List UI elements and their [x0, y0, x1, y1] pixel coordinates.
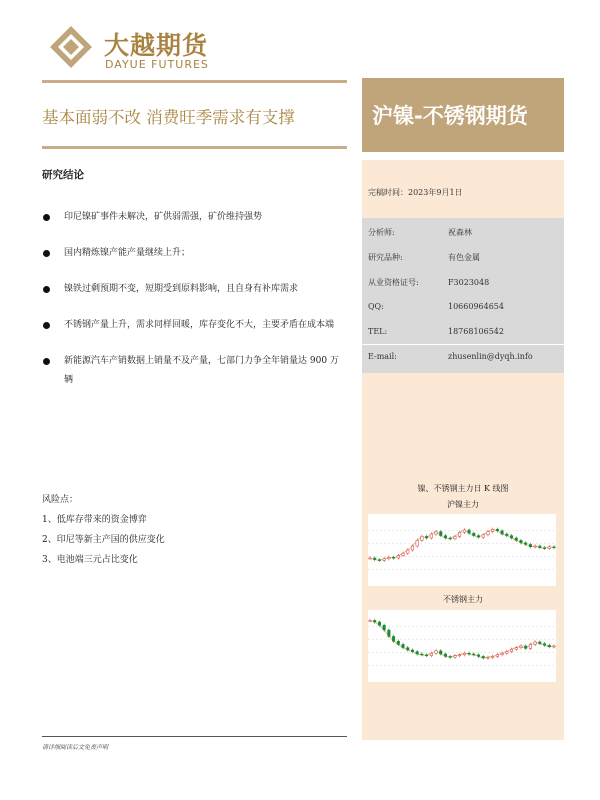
disclaimer-note: 请详细阅读后文免责声明: [42, 744, 109, 751]
chart-title: 不锈钢主力: [443, 595, 483, 604]
risk-item: 1、低库存带来的资金博弈: [42, 515, 147, 525]
candle-point: [529, 644, 532, 648]
info-row: E-mail: zhusenlin@dyqh.info: [368, 352, 533, 361]
bullet-icon: [43, 250, 50, 257]
header-rule-bottom: [42, 146, 347, 149]
candle-point: [553, 646, 556, 647]
candle-point: [454, 656, 457, 658]
chart-title: 沪镍主力: [447, 500, 479, 509]
company-logo: [48, 20, 218, 76]
candle-point: [463, 653, 466, 655]
info-row: 分析师: 祝森林: [368, 228, 472, 237]
candle-point: [491, 656, 494, 657]
charts-caption: 镍、不锈钢主力日 K 线图: [417, 484, 509, 493]
list-item: 不锈钢产量上升，需求同样回暖，库存变化不大，主要矛盾在成本端: [42, 316, 347, 335]
candle-point: [477, 536, 480, 538]
list-item: 镍铁过剩预期不变，短期受到原料影响，且自身有补库需求: [42, 280, 347, 299]
candle-point: [392, 557, 395, 558]
candle-point: [416, 652, 419, 654]
candle-point: [373, 620, 376, 622]
candle-point: [421, 654, 424, 655]
candle-point: [454, 536, 457, 538]
candle-point: [473, 654, 476, 655]
candle-point: [449, 656, 452, 657]
risk-item: 3、电池端三元占比变化: [42, 555, 138, 565]
candle-point: [520, 540, 523, 542]
candle-point: [468, 530, 471, 533]
candle-point: [539, 642, 542, 644]
candle-point: [539, 546, 542, 548]
info-divider: [362, 344, 564, 345]
candle-point: [524, 646, 527, 648]
candle-point: [506, 652, 509, 654]
candle-point: [477, 655, 480, 657]
candle-point: [411, 650, 414, 652]
candle-point: [378, 622, 381, 625]
report-headline: 基本面弱不改 消费旺季需求有支撑: [42, 108, 295, 127]
logo-text-cn: 大越期货: [104, 31, 209, 60]
stainless-kline-chart: [368, 610, 556, 682]
candle-point: [388, 630, 391, 636]
candle-point: [444, 654, 447, 656]
candle-point: [378, 560, 381, 561]
list-item: 印尼镍矿事件未解决，矿供弱需强，矿价维持强势: [42, 208, 347, 227]
header-rule-top: [42, 80, 347, 83]
candle-point: [543, 548, 546, 549]
candle-point: [425, 536, 428, 538]
info-row: 研究品种: 有色金属: [368, 253, 480, 262]
candle-point: [421, 536, 424, 540]
risk-section: [42, 490, 347, 570]
candle-point: [491, 529, 494, 531]
conclusion-list: [42, 208, 347, 390]
candle-point: [515, 648, 518, 650]
candle-point: [473, 533, 476, 535]
candle-point: [402, 553, 405, 555]
candle-point: [425, 655, 428, 656]
candle-point: [482, 656, 485, 658]
section-title: 研究结论: [42, 169, 84, 181]
candle-point: [392, 636, 395, 641]
candle-point: [383, 559, 386, 561]
candle-point: [487, 532, 490, 535]
candle-point: [496, 529, 499, 531]
candle-point: [383, 625, 386, 630]
candle-point: [458, 655, 461, 656]
candle-point: [388, 557, 391, 559]
diamond-logo-icon: [48, 24, 94, 70]
candle-point: [430, 534, 433, 538]
risk-title: 风险点：: [42, 495, 79, 505]
candle-point: [496, 655, 499, 657]
candle-point: [524, 543, 527, 545]
candle-point: [468, 653, 471, 654]
bullet-icon: [43, 358, 50, 365]
candle-point: [501, 653, 504, 655]
candle-point: [435, 651, 438, 653]
bullet-icon: [43, 322, 50, 329]
info-row: TEL: 18768106542: [368, 327, 504, 336]
info-row: QQ: 10660964654: [368, 302, 504, 311]
candle-point: [435, 532, 438, 534]
bullet-icon: [43, 214, 50, 221]
candle-point: [548, 547, 551, 549]
list-item: 新能源汽车产销数据上销量不及产量，七部门力争全年销量达 900 万辆: [42, 352, 347, 390]
candle-point: [501, 531, 504, 534]
list-item: 国内精炼镍产能产量继续上升；: [42, 244, 347, 263]
risk-item: 2、印尼等新主产国的供应变化: [42, 535, 165, 545]
candle-point: [369, 620, 372, 621]
candle-point: [402, 644, 405, 647]
report-title: 沪镍-不锈钢期货: [372, 104, 528, 128]
candle-point: [444, 536, 447, 538]
candle-point: [397, 556, 400, 558]
completion-date: 完稿时间：2023年9月1日: [368, 188, 463, 197]
candle-point: [529, 544, 532, 546]
candle-point: [510, 536, 513, 538]
nickel-kline-chart: [368, 514, 556, 586]
report-title-box: [362, 78, 564, 152]
candle-point: [369, 558, 372, 559]
candle-point: [534, 642, 537, 644]
candle-point: [515, 538, 518, 540]
candle-point: [487, 657, 490, 658]
bullet-icon: [43, 286, 50, 293]
candle-point: [440, 651, 443, 654]
candle-point: [548, 645, 551, 647]
candle-point: [463, 530, 466, 532]
logo-text-en: DAYUE FUTURES: [105, 58, 209, 71]
footer-rule: [42, 736, 347, 737]
info-row: 从业资格证号: F3023048: [368, 278, 490, 287]
candle-point: [449, 538, 452, 539]
candle-point: [373, 558, 376, 560]
candle-point: [458, 532, 461, 536]
candle-point: [534, 546, 537, 547]
candle-point: [506, 534, 509, 536]
candle-point: [482, 535, 485, 537]
candle-point: [553, 547, 556, 548]
candle-point: [397, 641, 400, 644]
candle-point: [406, 550, 409, 553]
candle-point: [406, 648, 409, 650]
candle-point: [416, 540, 419, 546]
candle-point: [440, 532, 443, 536]
candle-point: [543, 644, 546, 646]
candle-point: [510, 649, 513, 651]
candle-point: [411, 546, 414, 550]
candle-point: [520, 646, 523, 648]
analyst-info-box: [362, 218, 564, 373]
candle-point: [430, 653, 433, 655]
